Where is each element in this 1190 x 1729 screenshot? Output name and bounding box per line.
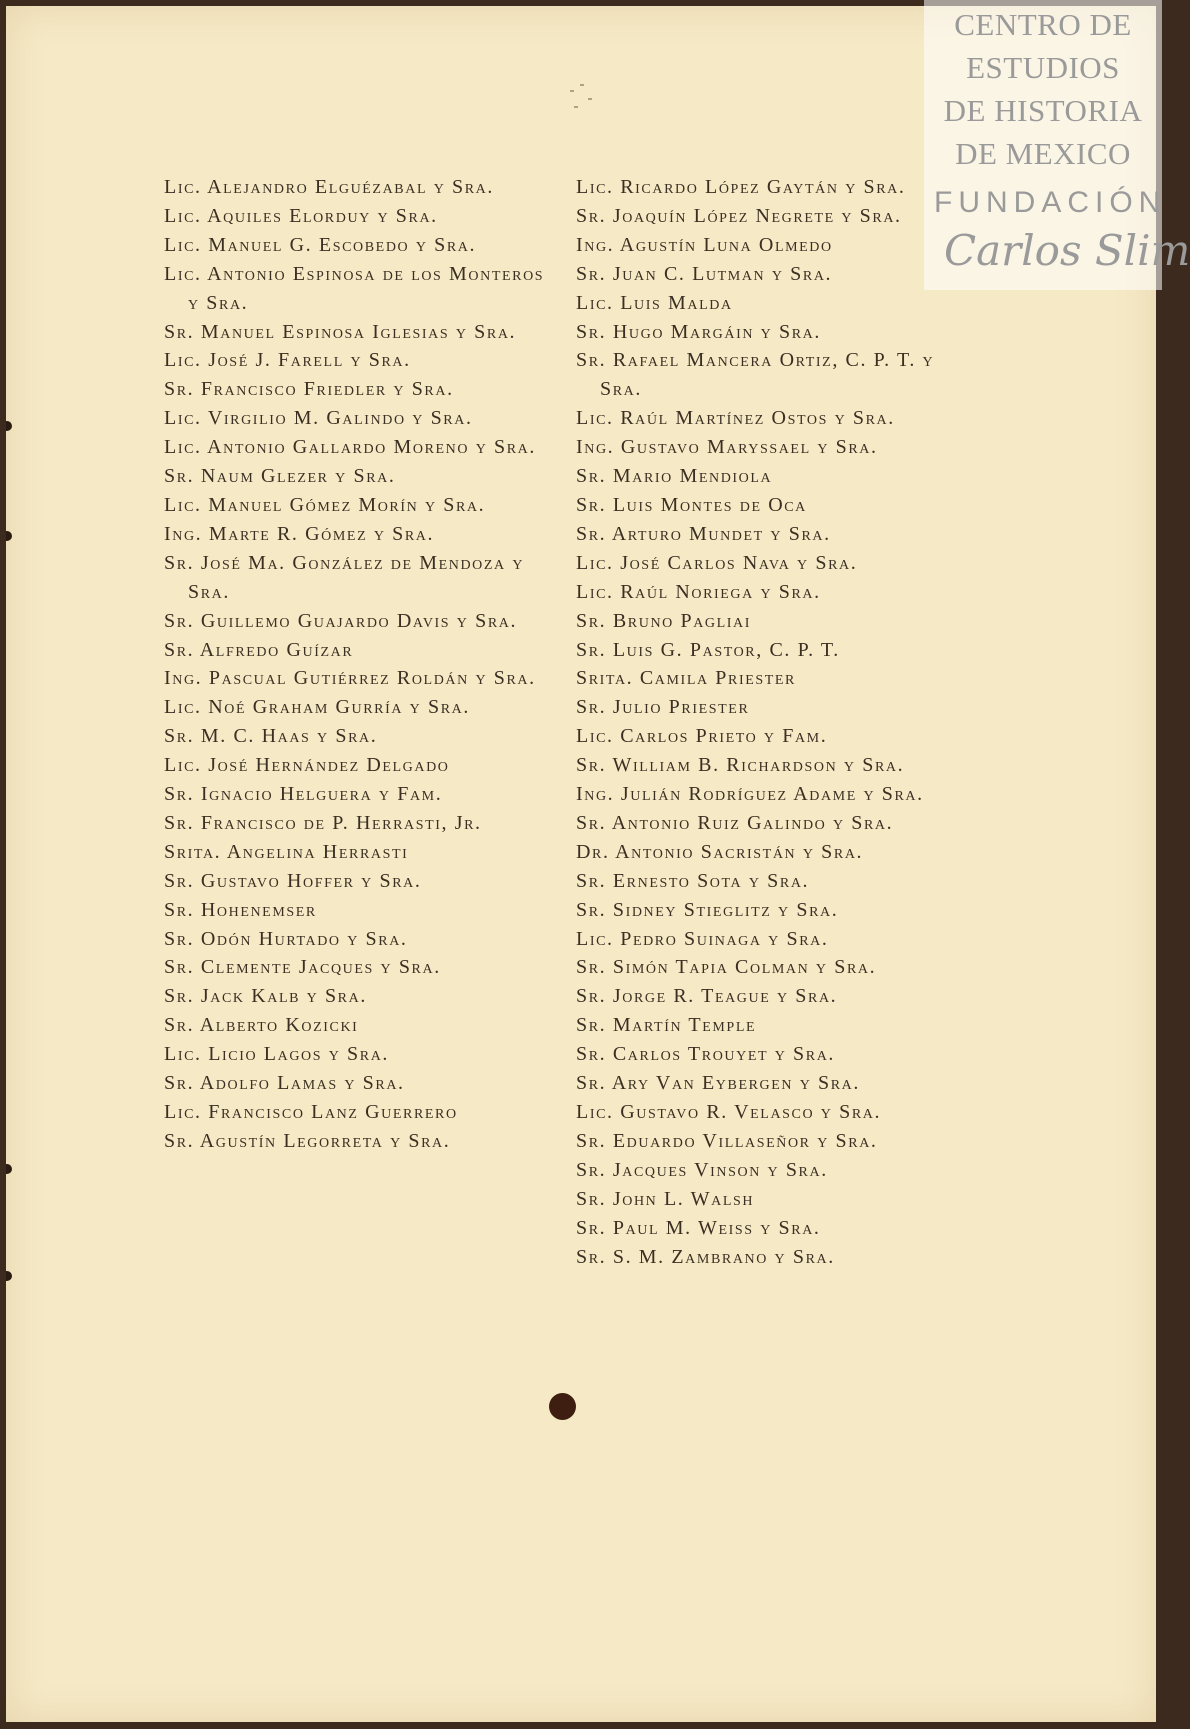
guest-entry: Sr. Sidney Stieglitz y Sra.: [576, 898, 839, 921]
guest-entry: Lic. Pedro Suinaga y Sra.: [576, 927, 829, 950]
guest-entry: Lic. Gustavo R. Velasco y Sra.: [576, 1101, 882, 1123]
right-name-column: [576, 173, 976, 1271]
guest-entry: Sr. Paul M. Weiss y Sra.: [576, 1216, 821, 1239]
guest-entry: Sr. Julio Priester: [576, 696, 750, 719]
guest-entry: Sr. M. C. Haas y Sra.: [164, 725, 378, 748]
guest-entry: Lic. Licio Lagos y Sra.: [164, 1043, 390, 1066]
guest-entry: Sr. José Ma. González de Mendoza y Sra.: [164, 551, 525, 603]
ink-dot: [549, 1393, 576, 1420]
guest-entry: Lic. Manuel G. Escobedo y Sra.: [164, 233, 477, 256]
binding-hole: [6, 531, 12, 541]
guest-entry: Sr. Rafael Mancera Ortiz, C. P. T. y Sra.: [576, 349, 935, 401]
guest-entry: Lic. Alejandro Elguézabal y Sra.: [164, 176, 494, 198]
guest-entry: Lic. Noé Graham Gurría y Sra.: [164, 696, 470, 719]
left-name-column: [164, 173, 549, 1156]
guest-entry: Lic. Carlos Prieto y Fam.: [576, 725, 828, 748]
guest-entry: Sr. Adolfo Lamas y Sra.: [164, 1072, 405, 1095]
guest-entry: Sr. Mario Mendiola: [576, 465, 773, 488]
guest-entry: Ing. Gustavo Maryssael y Sra.: [576, 436, 878, 459]
guest-entry: Sr. Francisco Friedler y Sra.: [164, 378, 454, 401]
watermark-line: CENTRO DE: [954, 7, 1132, 42]
guest-entry: Sr. Ignacio Helguera y Fam.: [164, 783, 443, 806]
guest-entry: Sr. Odón Hurtado y Sra.: [164, 927, 408, 950]
guest-entry: Lic. Manuel Gómez Morín y Sra.: [164, 493, 486, 516]
guest-entry: Sr. Antonio Ruiz Galindo y Sra.: [576, 811, 894, 834]
watermark-line: DE MEXICO: [955, 136, 1131, 171]
guest-entry: Sr. Carlos Trouyet y Sra.: [576, 1043, 836, 1066]
guest-entry: Sr. Naum Glezer y Sra.: [164, 465, 396, 488]
guest-entry: Sr. Francisco de P. Herrasti, Jr.: [164, 811, 482, 834]
paper-specks: [568, 80, 608, 120]
guest-entry: Lic. Francisco Lanz Guerrero: [164, 1101, 458, 1123]
guest-entry: Sr. Alfredo Guízar: [164, 638, 354, 661]
guest-entry: Lic. Raúl Martínez Ostos y Sra.: [576, 407, 895, 430]
guest-entry: Sr. Martín Temple: [576, 1014, 757, 1037]
guest-entry: Lic. Luis Malda: [576, 291, 733, 314]
guest-entry: Sr. Eduardo Villaseñor y Sra.: [576, 1129, 878, 1152]
guest-entry: Sr. Alberto Kozicki: [164, 1014, 359, 1037]
guest-entry: Lic. Virgilio M. Galindo y Sra.: [164, 407, 473, 430]
binding-hole: [6, 421, 12, 431]
guest-entry: Sr. Luis Montes de Oca: [576, 493, 807, 516]
guest-entry: Sr. Jack Kalb y Sra.: [164, 985, 367, 1008]
guest-entry: Sr. Simón Tapia Colman y Sra.: [576, 956, 877, 979]
guest-entry: Sr. Manuel Espinosa Iglesias y Sra.: [164, 320, 517, 343]
guest-entry: Sr. Joaquín López Negrete y Sra.: [576, 204, 902, 227]
guest-entry: Ing. Agustín Luna Olmedo: [576, 233, 833, 256]
guest-entry: Lic. Antonio Gallardo Moreno y Sra.: [164, 436, 536, 459]
guest-entry: Sr. Clemente Jacques y Sra.: [164, 956, 441, 979]
guest-entry: Sr. Luis G. Pastor, C. P. T.: [576, 638, 840, 661]
guest-entry: Srita. Camila Priester: [576, 667, 796, 690]
guest-entry: Lic. Antonio Espinosa de los Monteros y Sra.: [164, 262, 545, 314]
guest-entry: Sr. Ary Van Eybergen y Sra.: [576, 1072, 860, 1095]
guest-entry: Sr. Ernesto Sota y Sra.: [576, 869, 810, 892]
watermark-signature: Carlos Slim: [944, 226, 1190, 275]
guest-entry: Ing. Julián Rodríguez Adame y Sra.: [576, 783, 924, 806]
archive-watermark: [924, 0, 1190, 290]
guest-entry: Lic. José J. Farell y Sra.: [164, 349, 411, 372]
guest-entry: Lic. José Hernández Delgado: [164, 754, 450, 777]
guest-entry: Lic. Aquiles Elorduy y Sra.: [164, 204, 438, 227]
guest-entry: Sr. Gustavo Hoffer y Sra.: [164, 869, 422, 892]
guest-entry: Sr. Arturo Mundet y Sra.: [576, 522, 831, 545]
guest-entry: Sr. Guillemo Guajardo Davis y Sra.: [164, 609, 518, 632]
guest-entry: Srita. Angelina Herrasti: [164, 840, 409, 863]
guest-entry: Sr. Juan C. Lutman y Sra.: [576, 262, 833, 285]
guest-entry: Sr. Agustín Legorreta y Sra.: [164, 1129, 451, 1152]
guest-entry: Sr. Bruno Pagliai: [576, 609, 751, 632]
guest-entry: Sr. William B. Richardson y Sra.: [576, 754, 905, 777]
binding-hole: [6, 1164, 12, 1174]
watermark-foundation: FUNDACIÓN: [934, 186, 1167, 219]
guest-entry: Lic. Ricardo López Gaytán y Sra.: [576, 176, 906, 198]
binding-hole: [6, 1271, 12, 1281]
guest-entry: Sr. Hugo Margáin y Sra.: [576, 320, 821, 343]
watermark-line: ESTUDIOS: [966, 50, 1120, 85]
guest-entry: Lic. Raúl Noriega y Sra.: [576, 580, 821, 603]
guest-entry: Ing. Pascual Gutiérrez Roldán y Sra.: [164, 667, 536, 690]
guest-entry: Dr. Antonio Sacristán y Sra.: [576, 840, 864, 863]
guest-entry: Lic. José Carlos Nava y Sra.: [576, 551, 858, 574]
guest-entry: Sr. Jorge R. Teague y Sra.: [576, 985, 838, 1008]
guest-entry: Sr. Hohenemser: [164, 898, 317, 921]
guest-entry: Sr. John L. Walsh: [576, 1187, 755, 1210]
guest-entry: Ing. Marte R. Gómez y Sra.: [164, 522, 435, 545]
watermark-line: DE HISTORIA: [943, 93, 1143, 128]
guest-entry: Sr. Jacques Vinson y Sra.: [576, 1158, 828, 1181]
guest-entry: Sr. S. M. Zambrano y Sra.: [576, 1245, 835, 1268]
